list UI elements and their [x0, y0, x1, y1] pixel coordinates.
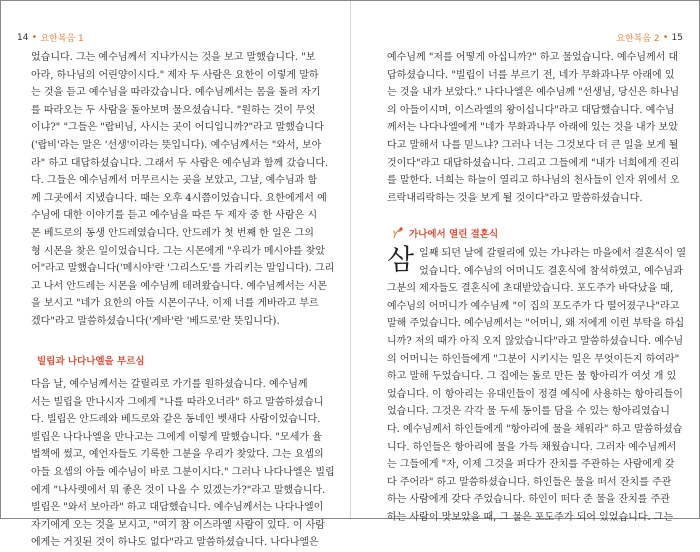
- right-paragraph-1: [387, 49, 679, 207]
- text-line: 서는 빌립을 만나시자 그에게 "나를 따라오너라" 하고 말씀하셨습니: [31, 396, 324, 408]
- header-dot-icon: •: [662, 32, 669, 43]
- text-line: 자기에게 오는 것을 보시고, "여기 참 이스라엘 사람이 있다. 이 사람: [31, 519, 325, 531]
- text-line: 답하셨습니다. "빌립이 너를 부르기 전, 네가 무화과나무 아래에 있: [387, 69, 675, 81]
- text-line: 다. 예수님께서 하인들에게 "항아리에 물을 채워라" 하고 말씀하셨습: [387, 423, 683, 435]
- text-line: 를 말한다. 너희는 하늘이 열리고 하나님의 천사들이 인자 위에서 오: [387, 175, 680, 187]
- text-line: 에게는 거짓된 것이 하나도 없다"라고 말씀하셨습니다. 나다나엘은: [31, 537, 319, 549]
- text-line: 의 어머니는 하인들에게 "그분이 시키시는 일은 무엇이든지 하여라": [387, 353, 680, 365]
- left-running-title: 요한복음 1: [40, 34, 84, 44]
- right-section-heading: [391, 226, 498, 240]
- text-line: 었습니다. 그는 예수님께서 지나가시는 것을 보고 말했습니다. "보: [31, 52, 316, 63]
- text-line: 다. 그들은 예수님께서 머무르시는 곳을 보았고, 그날, 예수님과 함: [31, 175, 318, 187]
- text-line: 에게 "나사렛에서 뭐 좋은 것이 나올 수 있겠는가?"라고 말했습니다.: [31, 484, 326, 496]
- text-line: 의 아들이시며, 이스라엘의 왕이십니다"라고 대답했습니다. 예수님: [387, 104, 675, 116]
- text-line: 하고 말해 두었습니다. 그 집에는 돌로 만든 물 항아리가 여섯 개 있: [387, 371, 677, 383]
- left-paragraph-2: [31, 376, 335, 552]
- text-line: 를 따라오는 두 사람을 돌아보며 물으셨습니다. "원하는 것이 무엇: [31, 104, 316, 116]
- text-line: 것이다"라고 대답하셨습니다. 그리고 그들에게 "내가 너희에게 진리: [387, 157, 680, 169]
- text-line: 르락내리락하는 것을 보게 될 것이다"라고 말씀하셨습니다.: [387, 192, 643, 204]
- text-line: 었습니다. 예수님의 어머니도 결혼식에 참석하였고, 예수님과: [419, 265, 683, 277]
- text-line: 을 보시고 "네가 요한의 아들 시몬이구나. 이제 너를 게바라고 부르: [31, 298, 319, 310]
- text-line: 다 주어라" 하고 말씀하셨습니다. 하인들은 물을 떠서 잔치를 주관: [387, 476, 672, 488]
- text-line: 는 것을 내가 보았다." 나다나엘은 예수님께 "선생님, 당신은 하나님: [387, 87, 680, 99]
- text-line: 었습니다. 그것은 각각 물 두세 동이를 담을 수 있는 항아리였습니: [387, 406, 670, 418]
- left-page: [1, 1, 350, 549]
- text-line: 예수님께 "저를 어떻게 아십니까?" 하고 물었습니다. 예수님께서 대: [387, 52, 679, 63]
- right-running-header: [616, 31, 683, 44]
- flower-ornament-icon: [391, 226, 405, 240]
- text-line: 그분의 제자들도 결혼식에 초대받았습니다. 포도주가 바닥났을 때,: [387, 283, 674, 295]
- right-paragraph-2: [387, 243, 686, 527]
- right-running-title: 요한복음 2: [616, 34, 660, 44]
- text-line: 빌립은 "와서 보아라" 하고 대답했습니다. 예수님께서는 나다나엘이: [31, 502, 324, 514]
- text-line: 니다. 하인들은 항아리에 물을 가득 채웠습니다. 그러자 예수님께서: [387, 441, 677, 453]
- left-body-text: [31, 49, 335, 552]
- text-line: 아라, 하나님의 어린양이시다." 제자 두 사람은 요한이 이렇게 말하: [31, 69, 319, 81]
- right-paragraph-2-body: [387, 280, 685, 526]
- text-line: 는 그들에게 "자, 이제 그것을 퍼다가 잔치를 주관하는 사람에게 갖: [387, 459, 675, 471]
- text-line: 니까? 저의 때가 아직 오지 않았습니다"라고 말씀하셨습니다. 예수님: [387, 335, 684, 347]
- text-line: 아들 요셉의 아들 예수님이 바로 그분이시다." 그러나 나다나엘은 빌립: [31, 467, 335, 479]
- text-line: 빌립은 나다나엘을 만나고는 그에게 이렇게 말했습니다. "모세가 율: [31, 431, 322, 443]
- text-line: 하는 사람에게 갖다 주었습니다. 하인이 떠다 준 물을 잔치를 주관: [387, 494, 670, 506]
- text-line: 께 그곳에서 지냈습니다. 때는 오후 4시쯤이었습니다. 요한에게서 예: [31, 192, 327, 204]
- text-line: 수님에 대한 이야기를 듣고 예수님을 따른 두 제자 중 한 사람은 시: [31, 210, 318, 222]
- right-page: [351, 1, 699, 523]
- text-line: 몬 베드로의 동생 안드레였습니다. 안드레가 첫 번째 한 일은 그의: [31, 227, 314, 239]
- left-section-heading: 빌립과 나다나엘을 부르심: [37, 355, 145, 367]
- drop-cap-lines: [387, 245, 686, 280]
- left-page-number: 14: [17, 32, 29, 43]
- text-line: 예수님의 어머니가 예수님께 "이 집의 포도주가 다 떨어졌구나"라고: [387, 300, 680, 312]
- text-line: 하는 사람이 맛보았을 때, 그 물은 포도주가 되어 있었습니다. 그는: [387, 511, 674, 523]
- text-line: 어"라고 말했습니다('메시야'란 '그리스도'를 가리키는 말입니다). 그리: [31, 263, 335, 275]
- text-line: 다음 날, 예수님께서는 갈릴리로 가기를 원하셨습니다. 예수님께: [31, 379, 308, 391]
- right-page-number: 15: [671, 32, 683, 43]
- drop-cap: 삼: [387, 243, 415, 276]
- text-line: ('랍비'라는 말은 '선생'이라는 뜻입니다). 예수님께서는 "와서, 보아: [31, 139, 322, 151]
- text-line: 형 시몬을 찾은 일이었습니다. 그는 시몬에게 "우리가 메시야를 찾았: [31, 245, 326, 257]
- text-line: 는 것을 듣고 예수님을 따라갔습니다. 예수님께서는 몸을 돌려 자기: [31, 87, 321, 99]
- left-running-header: [17, 31, 84, 44]
- text-line: 일째 되던 날에 갈릴리에 있는 가나라는 마을에서 결혼식이 열: [419, 248, 686, 259]
- right-section-heading-text: 가나에서 열린 결혼식: [409, 229, 499, 240]
- text-line: 겠다"라고 말씀하셨습니다('게바'란 '베드로'란 뜻입니다).: [31, 315, 280, 327]
- right-body-text: [387, 49, 679, 207]
- left-paragraph-1: [31, 49, 335, 331]
- header-dot-icon: •: [31, 32, 38, 43]
- text-line: 었습니다. 이 항아리는 유대인들이 정결 예식에 사용하는 항아리들이: [387, 388, 683, 400]
- text-line: 법책에 썼고, 예언자들도 기록한 그분을 우리가 찾았다. 그는 요셉의: [31, 449, 324, 461]
- text-line: 고 나서 안드레는 시몬을 예수님께 데려왔습니다. 예수님께서는 시몬: [31, 280, 327, 292]
- text-line: 다. 빌립은 안드레와 베드로와 같은 동네인 벳새다 사람이었습니다.: [31, 414, 321, 426]
- text-line: 이냐?" "그들은 "랍비님, 사시는 곳이 어디입니까?"라고 말했습니다: [31, 122, 324, 134]
- text-line: 말해 주었습니다. 예수님께서는 "어머니, 왜 저에게 이런 부탁을 하십: [387, 318, 685, 330]
- text-line: 라" 하고 대답하셨습니다. 그래서 두 사람은 예수님과 함께 갔습니다.: [31, 157, 329, 169]
- text-line: 께서는 나다나엘에게 "네가 무화과나무 아래에 있는 것을 내가 보았: [387, 122, 678, 134]
- text-line: 다고 말해서 나를 믿느냐? 그러나 너는 그것보다 더 큰 일을 보게 될: [387, 139, 679, 151]
